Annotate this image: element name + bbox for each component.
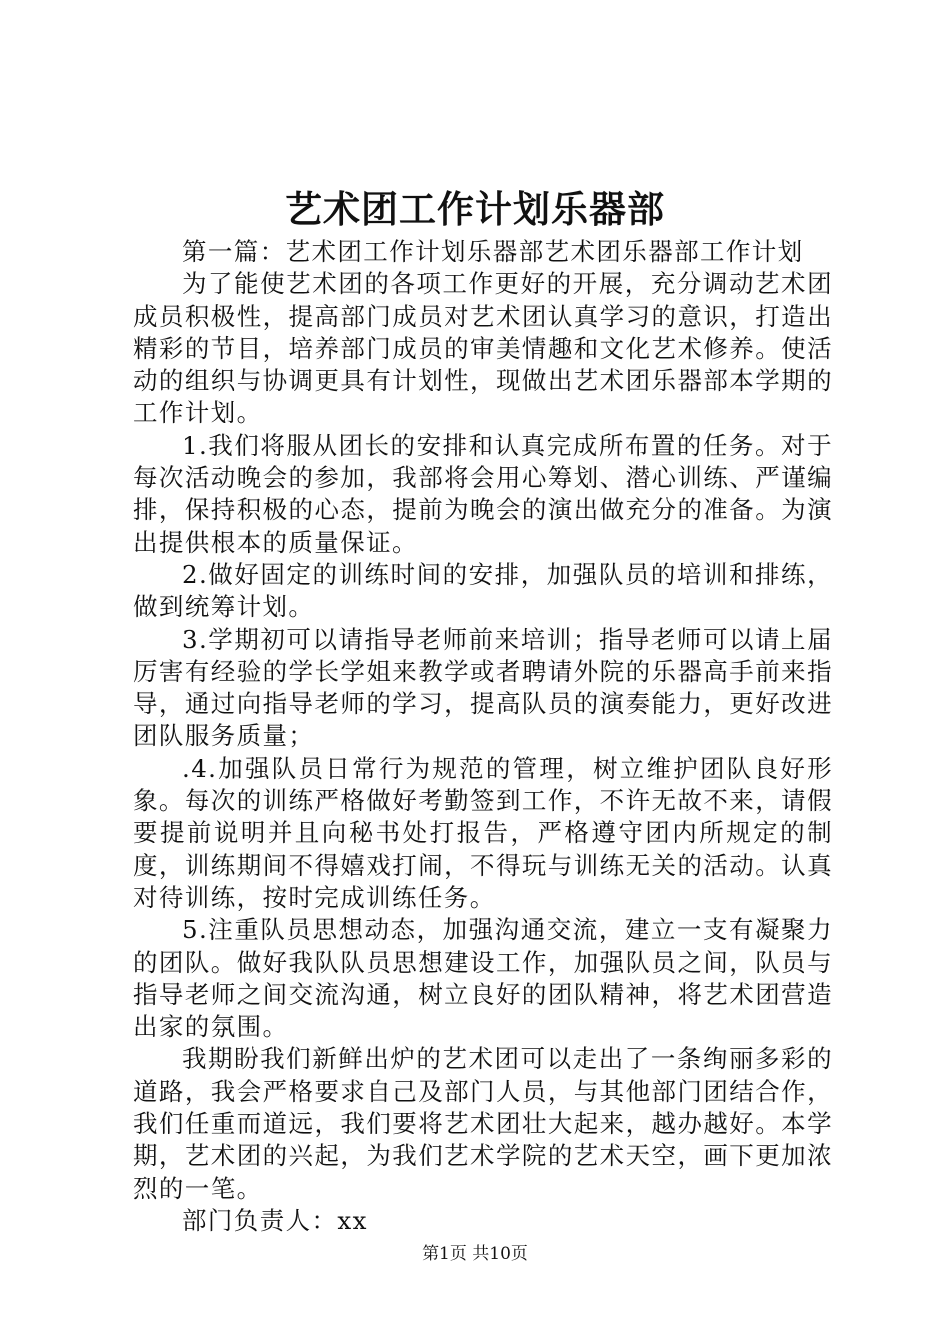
signature-line: 部门负责人：xx xyxy=(182,1205,368,1235)
document-body xyxy=(133,236,833,1237)
plan-item-2: 2.做好固定的训练时间的安排，加强队员的培训和排练，做到统筹计划。 xyxy=(133,559,833,622)
plan-item-4: .4.加强队员日常行为规范的管理，树立维护团队良好形象。每次的训练严格做好考勤签到工作，不许无故不来，请假要提前说明并且向秘书处打报告，严格遵守团内所规定的制度，训练期间不得嬉戏打闹，不得玩与训练无关的活动。认真对待训练，按时完成训练任务。 xyxy=(133,753,833,912)
document-title: 艺术团工作计划乐器部 xyxy=(285,187,665,231)
closing-paragraph: 我期盼我们新鲜出炉的艺术团可以走出了一条绚丽多彩的道路，我会严格要求自己及部门人员，与其他部门团结合作，我们任重而道远，我们要将艺术团壮大起来，越办越好。本学期，艺术团的兴起，为我们艺术学院的艺术天空，画下更加浓烈的一笔。 xyxy=(133,1044,833,1203)
plan-item-1: 1.我们将服从团长的安排和认真完成所布置的任务。对于每次活动晚会的参加，我部将会用心筹划、潜心训练、严谨编排，保持积极的心态，提前为晚会的演出做充分的准备。为演出提供根本的质量保证。 xyxy=(133,430,833,557)
intro-paragraph: 为了能使艺术团的各项工作更好的开展，充分调动艺术团成员积极性，提高部门成员对艺术团认真学习的意识，打造出精彩的节目，培养部门成员的审美情趣和文化艺术修养。使活动的组织与协调更具有计划性，现做出艺术团乐器部本学期的工作计划。 xyxy=(133,269,833,428)
plan-item-5: 5.注重队员思想动态，加强沟通交流，建立一支有凝聚力的团队。做好我队队员思想建设工作，加强队员之间，队员与指导老师之间交流沟通，树立良好的团队精神，将艺术团营造出家的氛围。 xyxy=(133,915,833,1042)
plan-item-3: 3.学期初可以请指导老师前来培训；指导老师可以请上届厉害有经验的学长学姐来教学或者聘请外院的乐器高手前来指导，通过向指导老师的学习，提高队员的演奏能力，更好改进团队服务质量； xyxy=(133,624,833,751)
section-heading: 第一篇：艺术团工作计划乐器部艺术团乐器部工作计划 xyxy=(182,237,804,266)
page-number-footer: 第1页 共10页 xyxy=(422,1244,528,1264)
